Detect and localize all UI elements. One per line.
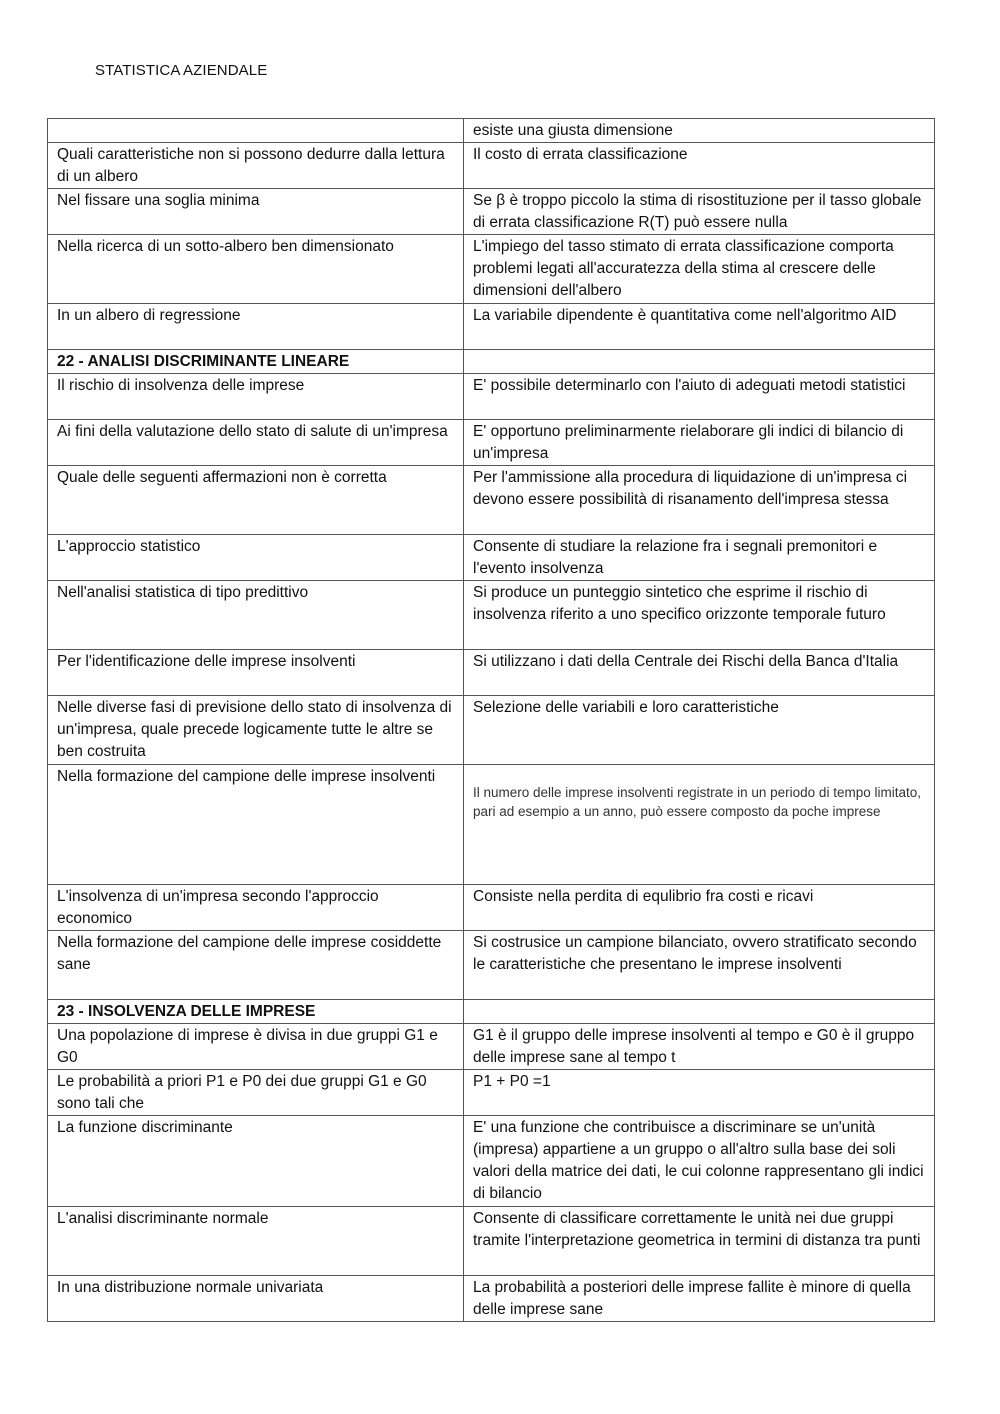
answer-cell: La probabilità a posteriori delle imprese fallite è minore di quella delle imprese sane [464,1276,935,1322]
table-row [48,696,935,765]
question-cell: Una popolazione di imprese è divisa in due gruppi G1 e G0 [48,1024,464,1070]
answer-cell: Il costo di errata classificazione [464,143,935,189]
qa-table-body [48,119,935,1322]
section-header-row [48,350,935,374]
answer-cell: Si produce un punteggio sintetico che esprime il rischio di insolvenza riferito a uno specifico orizzonte temporale futuro [464,581,935,650]
table-row [48,374,935,420]
table-row [48,235,935,304]
answer-cell [464,1000,935,1024]
answer-cell: Selezione delle variabili e loro caratteristiche [464,696,935,765]
table-row [48,1116,935,1207]
table-row [48,1207,935,1276]
table-row [48,119,935,143]
answer-cell: Il numero delle imprese insolventi registrate in un periodo di tempo limitato, pari ad esempio a un anno, può essere composto da poche imprese [464,765,935,885]
question-cell: In una distribuzione normale univariata [48,1276,464,1322]
answer-cell: Si costrusice un campione bilanciato, ovvero stratificato secondo le caratteristiche che presentano le imprese insolventi [464,931,935,1000]
answer-cell: Consente di classificare correttamente le unità nei due gruppi tramite l'interpretazione geometrica in termini di distanza tra punti [464,1207,935,1276]
table-row [48,765,935,885]
table-row [48,1070,935,1116]
table-row [48,931,935,1000]
question-cell: Nella formazione del campione delle imprese insolventi [48,765,464,885]
question-cell: Nella ricerca di un sotto-albero ben dimensionato [48,235,464,304]
table-row [48,1276,935,1322]
section-title: 22 - ANALISI DISCRIMINANTE LINEARE [48,350,464,374]
answer-cell: E' una funzione che contribuisce a discriminare se un'unità (impresa) appartiene a un gruppo o all'altro sulla base dei soli valori della matrice dei dati, le cui colonne rappresentano gli indici di bilancio [464,1116,935,1207]
answer-cell: P1 + P0 =1 [464,1070,935,1116]
answer-cell: esiste una giusta dimensione [464,119,935,143]
answer-cell: Consiste nella perdita di equlibrio fra costi e ricavi [464,885,935,931]
table-row [48,420,935,466]
section-title: 23 - INSOLVENZA DELLE IMPRESE [48,1000,464,1024]
qa-table [47,118,935,1322]
question-cell: Nella formazione del campione delle imprese cosiddette sane [48,931,464,1000]
answer-cell: Per l'ammissione alla procedura di liquidazione di un'impresa ci devono essere possibilità di risanamento dell'impresa stessa [464,466,935,535]
question-cell: In un albero di regressione [48,304,464,350]
question-cell: L'insolvenza di un'impresa secondo l'approccio economico [48,885,464,931]
answer-cell: E' possibile determinarlo con l'aiuto di adeguati metodi statistici [464,374,935,420]
answer-cell: La variabile dipendente è quantitativa come nell'algoritmo AID [464,304,935,350]
question-cell: Per l'identificazione delle imprese insolventi [48,650,464,696]
answer-cell: Se β è troppo piccolo la stima di risostituzione per il tasso globale di errata classificazione R(T) può essere nulla [464,189,935,235]
question-cell: Quali caratteristiche non si possono dedurre dalla lettura di un albero [48,143,464,189]
page-title: STATISTICA AZIENDALE [95,62,268,79]
question-cell: L'approccio statistico [48,535,464,581]
table-row [48,304,935,350]
question-cell: L'analisi discriminante normale [48,1207,464,1276]
answer-cell [464,350,935,374]
question-cell [48,119,464,143]
answer-cell: E' opportuno preliminarmente rielaborare gli indici di bilancio di un'impresa [464,420,935,466]
answer-cell: L'impiego del tasso stimato di errata classificazione comporta problemi legati all'accuratezza della stima al crescere delle dimensioni dell'albero [464,235,935,304]
table-row [48,143,935,189]
question-cell: Quale delle seguenti affermazioni non è corretta [48,466,464,535]
answer-cell: Consente di studiare la relazione fra i segnali premonitori e l'evento insolvenza [464,535,935,581]
question-cell: Ai fini della valutazione dello stato di salute di un'impresa [48,420,464,466]
table-row [48,650,935,696]
question-cell: La funzione discriminante [48,1116,464,1207]
table-row [48,885,935,931]
table-row [48,581,935,650]
question-cell: Le probabilità a priori P1 e P0 dei due gruppi G1 e G0 sono tali che [48,1070,464,1116]
table-row [48,535,935,581]
table-row [48,466,935,535]
answer-cell: Si utilizzano i dati della Centrale dei Rischi della Banca d'Italia [464,650,935,696]
question-cell: Nelle diverse fasi di previsione dello stato di insolvenza di un'impresa, quale precede logicamente tutte le altre se ben costruita [48,696,464,765]
table-row [48,1024,935,1070]
question-cell: Nell'analisi statistica di tipo predittivo [48,581,464,650]
answer-cell: G1 è il gruppo delle imprese insolventi al tempo e G0 è il gruppo delle imprese sane al tempo t [464,1024,935,1070]
question-cell: Nel fissare una soglia minima [48,189,464,235]
table-row [48,189,935,235]
question-cell: Il rischio di insolvenza delle imprese [48,374,464,420]
section-header-row [48,1000,935,1024]
